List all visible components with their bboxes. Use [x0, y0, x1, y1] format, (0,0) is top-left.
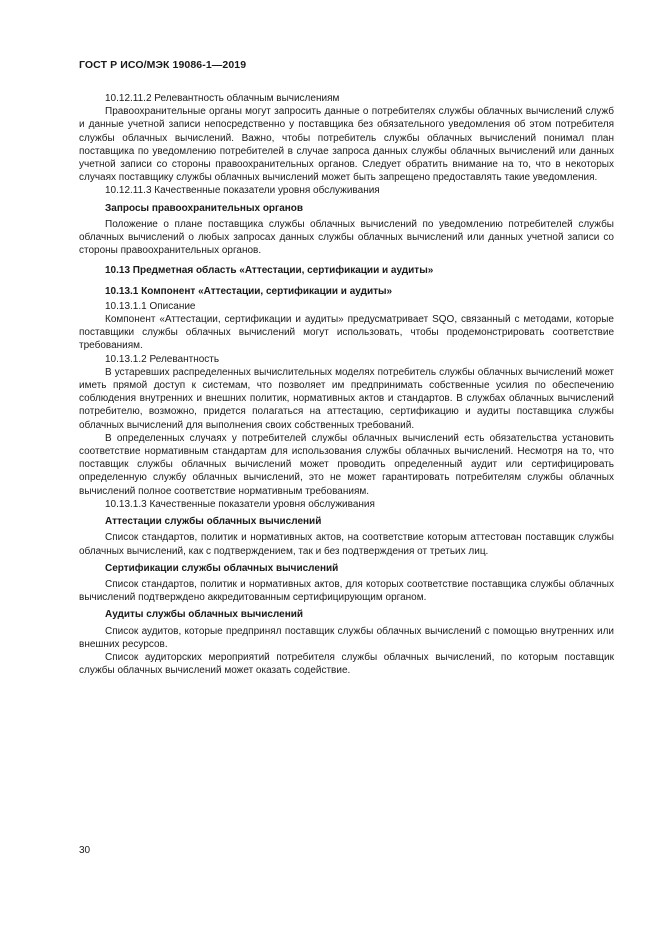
paragraph: Список стандартов, политик и нормативных актов, на соответствие которым аттестован поставщик службы облачных вычислений, как с подтверждением, так и без подтверждения от третьих лиц. — [79, 532, 614, 557]
paragraph: Список стандартов, политик и нормативных актов, для которых соответствие поставщика службы облачных вычислений подтверждено аккредитованным сертифицирующим органом. — [79, 578, 614, 604]
bold-heading: Запросы правоохранительных органов — [105, 202, 304, 214]
subsection-number: 10.13.1.3 Качественные показатели уровня обслуживания — [105, 498, 375, 510]
bold-heading: Сертификации службы облачных вычислений — [105, 562, 339, 574]
paragraph: Компонент «Аттестации, сертификации и аудиты» предусматривает SQO, связанный с методами, которые поставщики службы облачных вычислений могут использовать, чтобы продемонстрировать соответствие требованиям. — [79, 314, 614, 352]
subsection-number: 10.12.11.3 Качественные показатели уровня обслуживания — [105, 185, 380, 197]
subsection-heading: 10.13.1 Компонент «Аттестации, сертификации и аудиты» — [105, 285, 393, 297]
paragraph: В определенных случаях у потребителей службы облачных вычислений есть обязательства установить соответствие нормативным стандартам для использования службы облачных вычислений. Несмотря на то, что поставщик службы облачных вычислений может проводить определенный аудит или сертифицировать определенную службу облачных вычислений, это не может гарантировать потребителям службы облачных вычислений полное соответствие нормативным требованиям. — [79, 432, 614, 497]
paragraph: Список аудитов, которые предпринял поставщик службы облачных вычислений с помощью внутренних или внешних ресурсов. — [79, 625, 614, 650]
paragraph: Правоохранительные органы могут запросить данные о потребителях службы облачных вычислений служб и данные учетной записи непосредственно у поставщика без обязательного уведомления об этом потребителя службы облачных вычислений. Важно, чтобы потребитель службы облачных вычислений понимал план поставщика по уведомлению потребителей в случае запроса данных службы облачных вычислений или данных учетной записи со стороны правоохранительных органов. Следует обратить внимание на то, что в некоторых случаях поставщику службы облачных вычислений может быть запрещено предоставлять такие уведомления. — [79, 106, 614, 184]
bold-heading: Аудиты службы облачных вычислений — [105, 609, 304, 621]
document-header: ГОСТ Р ИСО/МЭК 19086-1—2019 — [79, 59, 247, 71]
subsection-number: 10.12.11.2 Релевантность облачным вычислениям — [105, 93, 340, 104]
paragraph: В устаревших распределенных вычислительных моделях потребитель службы облачных вычислений может иметь прямой доступ к системам, что позволяет им предпринимать собственные усилия по обеспечению соблюдения внутренних и внешних политик, нормативных актов и стандартов. В службах облачных вычислений потребителю, возможно, придется полагаться на аттестацию, сертификацию и аудиты поставщика службы облачных вычислений для выполнения своих собственных требований. — [79, 366, 614, 431]
document-body — [79, 92, 614, 677]
paragraph: Список аудиторских мероприятий потребителя службы облачных вычислений, по которым поставщик службы облачных вычислений может оказать содействие. — [79, 651, 614, 677]
page-number: 30 — [79, 845, 91, 856]
subsection-number: 10.13.1.1 Описание — [105, 300, 196, 312]
bold-heading: Аттестации службы облачных вычислений — [105, 516, 322, 528]
paragraph: Положение о плане поставщика службы облачных вычислений по уведомлению потребителей службы облачных вычислений о любых запросах данных службы облачных вычислений или данных учетной записи со стороны правоохранительных органов. — [79, 218, 614, 257]
section-heading: 10.13 Предметная область «Аттестации, сертификации и аудиты» — [105, 265, 434, 277]
subsection-number: 10.13.1.2 Релевантность — [105, 353, 220, 365]
